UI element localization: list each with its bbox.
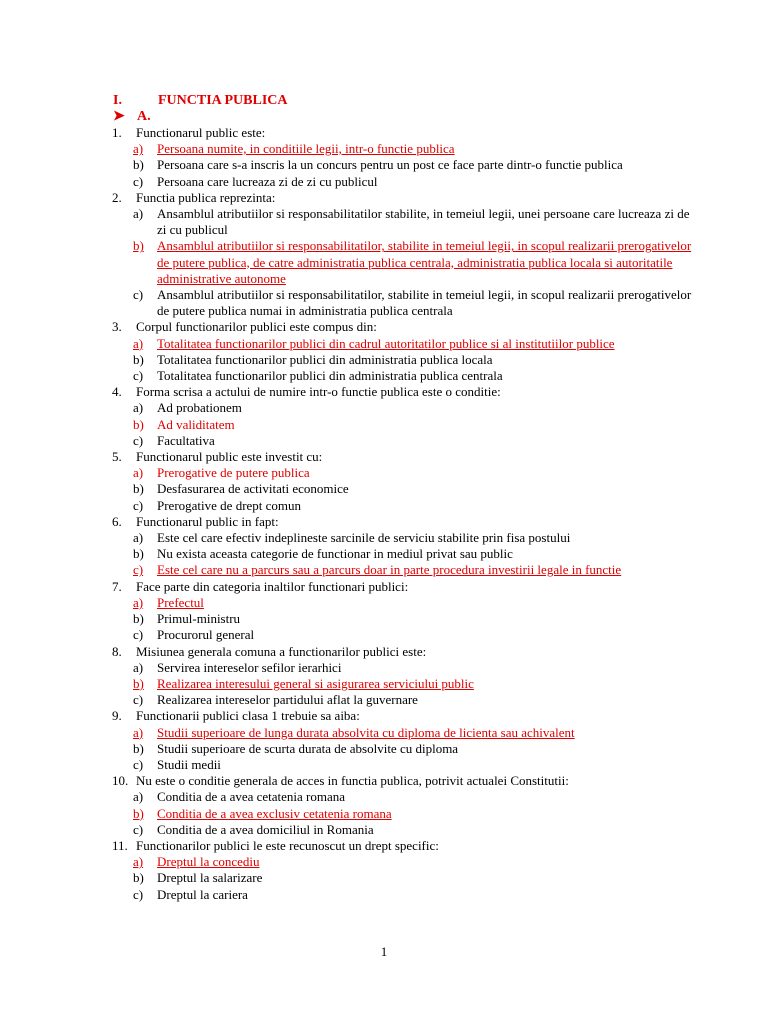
question-item: [112, 773, 692, 838]
answer-option: [112, 174, 692, 190]
answer-option: [112, 789, 692, 805]
question-item: [112, 190, 692, 320]
option-letter: c): [133, 562, 144, 578]
answer-option-correct: [112, 417, 692, 433]
option-text: Persoana care lucreaza zi de zi cu publicul: [157, 173, 378, 189]
option-letter: a): [133, 530, 144, 546]
question-text: Nu este o conditie generala de acces in functia publica, potrivit actualei Constitutii:: [136, 773, 569, 789]
question-text: Face parte din categoria inaltilor functionari publici:: [136, 578, 409, 594]
option-text: Dreptul la cariera: [157, 886, 248, 902]
option-letter: b): [133, 416, 144, 432]
option-letter: b): [133, 870, 144, 886]
option-letter: b): [133, 546, 144, 562]
answer-option-correct: [112, 238, 692, 287]
subsection-label: A.: [137, 109, 151, 124]
question-number: 9.: [112, 708, 122, 724]
answer-option: [112, 627, 692, 643]
question-number: 4.: [112, 384, 122, 400]
question-row: [112, 773, 692, 789]
answer-option: [112, 206, 692, 238]
subsection-heading: [113, 108, 151, 126]
option-text: Servirea intereselor sefilor ierarhici: [157, 659, 342, 675]
answer-option: [112, 692, 692, 708]
option-letter: c): [133, 432, 144, 448]
question-row: [112, 514, 692, 530]
question-list: [112, 125, 692, 903]
answer-option: [112, 887, 692, 903]
answer-option: [112, 498, 692, 514]
arrow-bullet-icon: ➤: [113, 109, 125, 124]
option-text: Dreptul la concediu: [157, 854, 260, 870]
option-letter: a): [133, 141, 144, 157]
question-number: 10.: [112, 773, 129, 789]
answer-option: [112, 352, 692, 368]
option-letter: a): [133, 206, 144, 222]
option-text: Studii medii: [157, 756, 221, 772]
option-letter: c): [133, 756, 144, 772]
answer-option: [112, 546, 692, 562]
option-letter: a): [133, 594, 144, 610]
question-item: [112, 838, 692, 903]
question-number: 2.: [112, 189, 122, 205]
question-row: [112, 384, 692, 400]
option-letter: c): [133, 173, 144, 189]
question-text: Functionarilor publici le este recunoscut un drept specific:: [136, 837, 439, 853]
option-text: Persoana numite, in conditiile legii, intr-o functie publica: [157, 141, 455, 157]
option-letter: b): [133, 157, 144, 173]
option-text: Prefectul: [157, 594, 204, 610]
option-text: Conditia de a avea exclusiv cetatenia romana: [157, 805, 392, 821]
answer-option: [112, 870, 692, 886]
option-text: Ansamblul atributiilor si responsabilitatilor stabilite, in temeiul legii, unei persoane care lucreaza zi de zi cu publicul: [157, 206, 690, 238]
option-letter: a): [133, 854, 144, 870]
question-row: [112, 449, 692, 465]
option-letter: c): [133, 886, 144, 902]
question-number: 7.: [112, 578, 122, 594]
option-letter: c): [133, 627, 144, 643]
answer-option-correct: [112, 465, 692, 481]
question-row: [112, 190, 692, 206]
option-text: Totalitatea functionarilor publici din cadrul autoritatilor publice si al institutiilor publice: [157, 335, 615, 351]
answer-option: [112, 433, 692, 449]
question-row: [112, 319, 692, 335]
question-number: 3.: [112, 319, 122, 335]
question-row: [112, 708, 692, 724]
answer-option: [112, 287, 692, 319]
option-letter: a): [133, 400, 144, 416]
answer-option-correct: [112, 854, 692, 870]
option-letter: a): [133, 465, 144, 481]
page-number: 1: [380, 944, 388, 959]
question-item: [112, 384, 692, 449]
option-text: Primul-ministru: [157, 611, 241, 627]
question-item: [112, 449, 692, 514]
option-text: Conditia de a avea cetatenia romana: [157, 789, 346, 805]
option-text: Prerogative de drept comun: [157, 497, 302, 513]
option-text: Ansamblul atributiilor si responsabilitatilor, stabilite in temeiul legii, in scopul realizarii prerogativelor de putere publica, de catre administratia publica centrala, administratia publica locala si autoritatile administrative autonome: [157, 238, 692, 286]
question-row: [112, 579, 692, 595]
option-text: Studii superioare de scurta durata de absolvite cu diploma: [157, 740, 459, 756]
question-text: Functionarul public este investit cu:: [136, 449, 323, 465]
question-text: Misiunea generala comuna a functionarilor publici este:: [136, 643, 427, 659]
question-number: 6.: [112, 513, 122, 529]
option-letter: a): [133, 724, 144, 740]
section-number: I.: [113, 93, 122, 108]
option-letter: c): [133, 692, 144, 708]
option-letter: b): [133, 238, 144, 254]
question-text: Functionarii publici clasa 1 trebuie sa aiba:: [136, 708, 360, 724]
question-row: [112, 125, 692, 141]
question-row: [112, 644, 692, 660]
answer-option-correct: [112, 562, 692, 578]
answer-option-correct: [112, 806, 692, 822]
option-text: Desfasurarea de activitati economice: [157, 481, 349, 497]
option-letter: c): [133, 497, 144, 513]
option-text: Ansamblul atributiilor si responsabilitatilor, stabilite in temeiul legii, in scopul realizarii prerogativelor de putere publica numai in administratia publica centrala: [157, 287, 692, 319]
answer-option: [112, 400, 692, 416]
answer-option: [112, 757, 692, 773]
option-letter: b): [133, 740, 144, 756]
option-text: Realizarea intereselor partidului aflat la guvernare: [157, 692, 418, 708]
option-text: Ad validitatem: [157, 416, 235, 432]
answer-option: [112, 822, 692, 838]
option-text: Ad probationem: [157, 400, 242, 416]
option-text: Dreptul la salarizare: [157, 870, 263, 886]
question-row: [112, 838, 692, 854]
section-title: FUNCTIA PUBLICA: [158, 93, 288, 108]
option-letter: b): [133, 611, 144, 627]
option-text: Nu exista aceasta categorie de functionar in mediul privat sau public: [157, 546, 513, 562]
option-text: Realizarea interesului general si asigurarea serviciului public: [157, 675, 474, 691]
option-letter: a): [133, 335, 144, 351]
answer-option-correct: [112, 595, 692, 611]
option-text: Facultativa: [157, 432, 215, 448]
question-item: [112, 125, 692, 190]
option-letter: a): [133, 789, 144, 805]
question-item: [112, 319, 692, 384]
question-item: [112, 708, 692, 773]
question-text: Functionarul public este:: [136, 125, 266, 140]
option-text: Persoana care s-a inscris la un concurs pentru un post ce face parte dintr-o functie publica: [157, 157, 623, 173]
answer-option: [112, 530, 692, 546]
option-text: Conditia de a avea domiciliul in Romania: [157, 821, 374, 837]
option-letter: c): [133, 368, 144, 384]
option-text: Prerogative de putere publica: [157, 465, 310, 481]
question-number: 5.: [112, 449, 122, 465]
option-letter: b): [133, 805, 144, 821]
answer-option: [112, 741, 692, 757]
answer-option-correct: [112, 676, 692, 692]
question-text: Functia publica reprezinta:: [136, 189, 276, 205]
question-number: 8.: [112, 643, 122, 659]
answer-option: [112, 660, 692, 676]
question-item: [112, 644, 692, 709]
question-text: Forma scrisa a actului de numire intr-o functie publica este o conditie:: [136, 384, 501, 400]
option-letter: a): [133, 659, 144, 675]
option-letter: b): [133, 675, 144, 691]
answer-option: [112, 611, 692, 627]
option-text: Studii superioare de lunga durata absolvita cu diploma de licienta sau achivalent: [157, 724, 575, 740]
question-item: [112, 514, 692, 579]
option-text: Totalitatea functionarilor publici din administratia publica centrala: [157, 368, 503, 384]
option-letter: b): [133, 351, 144, 367]
answer-option-correct: [112, 141, 692, 157]
option-letter: b): [133, 481, 144, 497]
answer-option: [112, 368, 692, 384]
option-text: Totalitatea functionarilor publici din administratia publica locala: [157, 351, 493, 367]
option-letter: c): [133, 821, 144, 837]
answer-option: [112, 481, 692, 497]
option-text: Este cel care nu a parcurs sau a parcurs doar in parte procedura investirii legale in functie: [157, 562, 622, 578]
question-number: 1.: [112, 125, 122, 140]
question-text: Corpul functionarilor publici este compus din:: [136, 319, 377, 335]
question-item: [112, 579, 692, 644]
answer-option-correct: [112, 725, 692, 741]
option-text: Este cel care efectiv indeplineste sarcinile de serviciu stabilite prin fisa postului: [157, 530, 571, 546]
answer-option: [112, 157, 692, 173]
question-number: 11.: [112, 837, 128, 853]
option-text: Procurorul general: [157, 627, 255, 643]
answer-option-correct: [112, 336, 692, 352]
question-text: Functionarul public in fapt:: [136, 513, 279, 529]
option-letter: c): [133, 287, 144, 303]
